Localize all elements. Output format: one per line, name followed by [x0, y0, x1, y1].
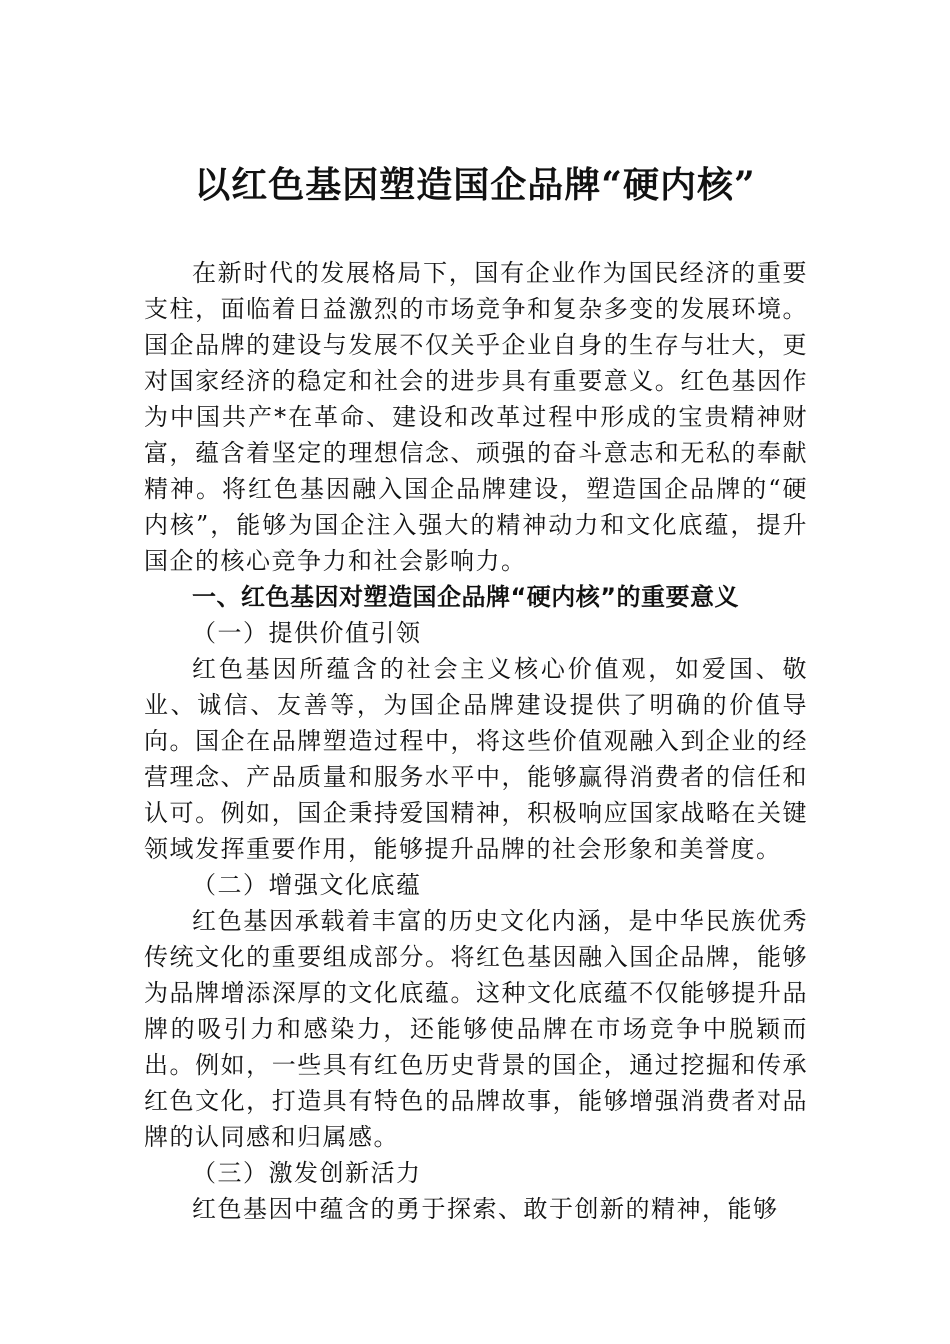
section-heading: 一、红色基因对塑造国企品牌“硬内核”的重要意义 [192, 583, 740, 611]
intro-paragraph: 在新时代的发展格局下，国有企业作为国民经济的重要支柱，面临着日益激烈的市场竞争和复杂多变的发展环境。国企品牌的建设与发展不仅关乎企业自身的生存与壮大，更对国家经济的稳定和社会的进步具有重要意义。红色基因作为中国共产*在革命、建设和改革过程中形成的宝贵精神财富，蕴含着坚定的理想信念、顽强的奋斗意志和无私的奉献精神。将红色基因融入国企品牌建设，塑造国企品牌的“硬内核”，能够为国企注入强大的精神动力和文化底蕴，提升国企的核心竞争力和社会影响力。 [144, 259, 808, 575]
subsection-paragraph-3: 红色基因中蕴含的勇于探索、敢于创新的精神，能够 [192, 1195, 779, 1223]
subsection-paragraph-1: 红色基因所蕴含的社会主义核心价值观，如爱国、敬业、诚信、友善等，为国企品牌建设提供了明确的价值导向。国企在品牌塑造过程中，将这些价值观融入到企业的经营理念、产品质量和服务水平中，能够赢得消费者的信任和认可。例如，国企秉持爱国精神，积极响应国家战略在关键领域发挥重要作用，能够提升品牌的社会形象和美誉度。 [144, 655, 808, 863]
subsection-heading-3: （三）激发创新活力 [192, 1159, 422, 1187]
document-body [144, 255, 808, 1227]
subsection-paragraph-2: 红色基因承载着丰富的历史文化内涵，是中华民族优秀传统文化的重要组成部分。将红色基因融入国企品牌，能够为品牌增添深厚的文化底蕴。这种文化底蕴不仅能够提升品牌的吸引力和感染力，还能够使品牌在市场竞争中脱颖而出。例如，一些具有红色历史背景的国企，通过挖掘和传承红色文化，打造具有特色的品牌故事，能够增强消费者对品牌的认同感和归属感。 [144, 907, 808, 1151]
document-title: 以红色基因塑造国企品牌“硬内核” [194, 164, 756, 206]
subsection-heading-1: （一）提供价值引领 [192, 619, 422, 647]
subsection-heading-2: （二）增强文化底蕴 [192, 871, 422, 899]
